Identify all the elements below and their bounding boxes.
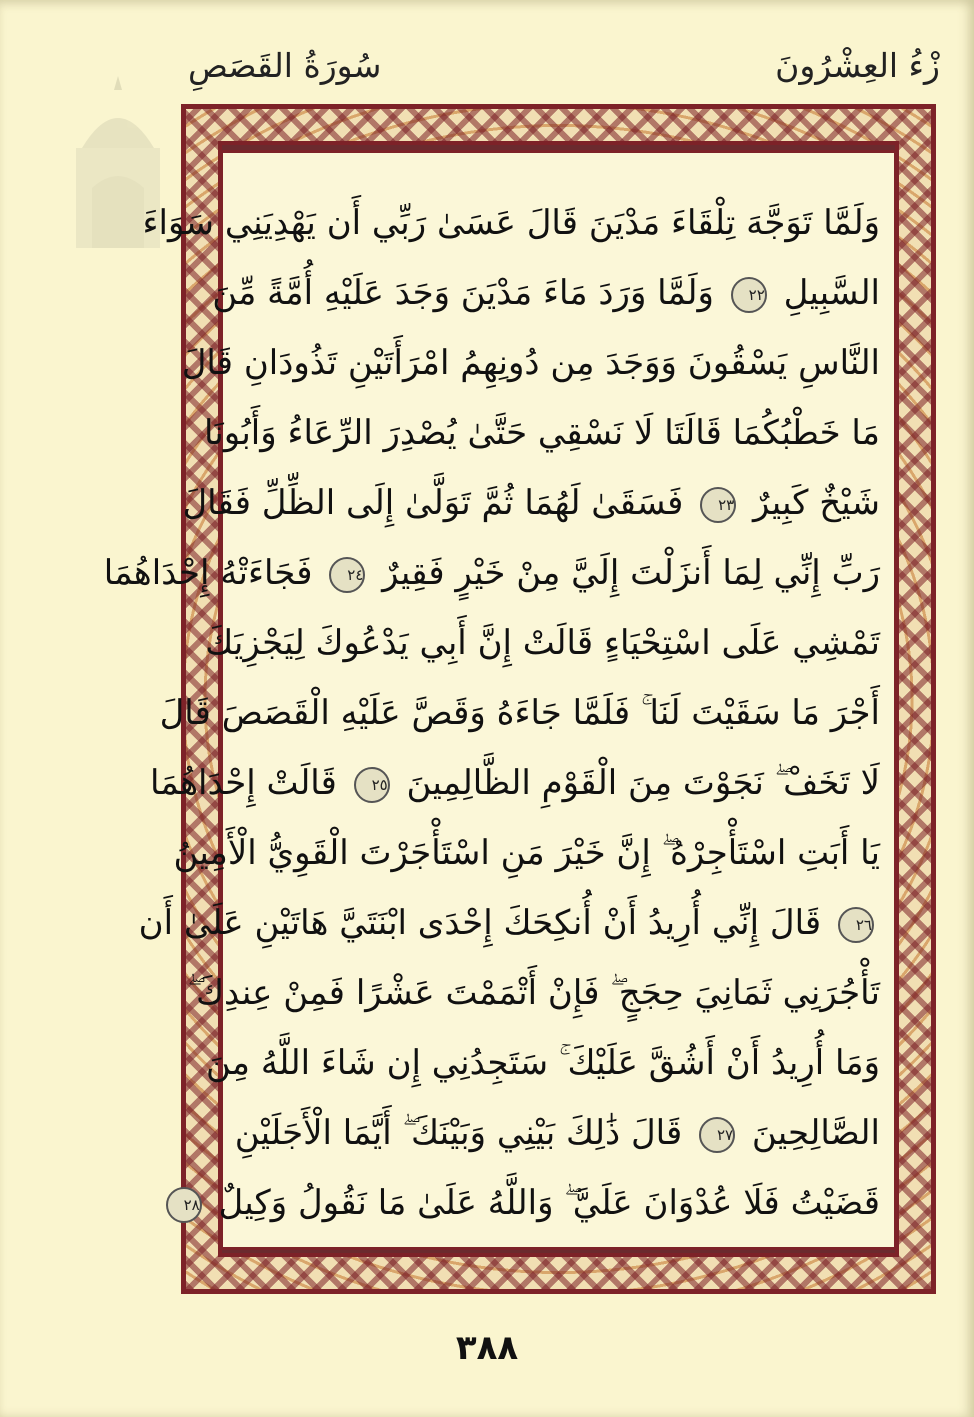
line-text: يَا أَبَتِ اسْتَأْجِرْهُ ۖ إِنَّ خَيْرَ مَنِ اسْتَأْجَرْتَ الْقَوِيُّ الْأَمِينُ [173,833,880,873]
line-text: النَّاسِ يَسْقُونَ وَوَجَدَ مِن دُونِهِمُ امْرَأَتَيْنِ تَذُودَانِ قَالَ [181,343,880,383]
line-text: قَالَ إِنِّي أُرِيدُ أَنْ أُنكِحَكَ إِحْدَى ابْنَتَيَّ هَاتَيْنِ عَلَىٰ أَن [138,903,822,943]
ayah-number-marker: ٢٢ [731,277,767,313]
line-text: فَسَقَىٰ لَهُمَا ثُمَّ تَوَلَّىٰ إِلَى الظِّلِّ فَقَالَ [182,483,684,523]
text-line [234,1093,880,1173]
ayah-number-marker: ٢٧ [699,1117,735,1153]
line-text: مَا خَطْبُكُمَا قَالَتَا لَا نَسْقِي حَتَّىٰ يُصْدِرَ الرِّعَاءُ وَأَبُونَا [203,413,880,453]
line-text: وَلَمَّا وَرَدَ مَاءَ مَدْيَنَ وَجَدَ عَلَيْهِ أُمَّةً مِّنَ [212,273,714,313]
text-line [203,393,880,473]
ayah-number-marker: ٢٥ [354,767,390,803]
line-text: فَجَاءَتْهُ إِحْدَاهُمَا [103,553,313,593]
text-line [183,1163,880,1243]
text-line [182,463,880,543]
text-line [150,743,880,823]
line-text: السَّبِيلِ [783,273,880,313]
text-line [212,253,880,333]
text-line [205,1023,880,1103]
line-text: شَيْخٌ كَبِيرٌ [753,483,880,523]
text-line [138,883,880,963]
text-panel [103,150,897,1250]
ayah-number-marker: ٢٤ [329,557,365,593]
line-text: تَأْجُرَنِي ثَمَانِيَ حِجَجٍ ۖ فَإِنْ أَتْمَمْتَ عَشْرًا فَمِنْ عِندِكَ ۖ [187,973,880,1013]
text-line [159,673,880,753]
ayah-number-marker: ٢٦ [838,907,874,943]
text-line [103,533,880,613]
line-text: وَلَمَّا تَوَجَّهَ تِلْقَاءَ مَدْيَنَ قَالَ عَسَىٰ رَبِّي أَن يَهْدِيَنِي سَوَاءَ [142,203,880,243]
surah-title: سُورَةُ القَصَصِ [188,46,382,85]
line-text: الصَّالِحِينَ [751,1113,880,1153]
line-text: قَالَ ذَٰلِكَ بَيْنِي وَبَيْنَكَ ۖ أَيَّمَا الْأَجَلَيْنِ [234,1113,683,1153]
text-line [142,183,880,263]
text-line [187,953,880,1033]
ayah-number-marker: ٢٨ [166,1187,202,1223]
line-text: قَضَيْتُ فَلَا عُدْوَانَ عَلَيَّ ۖ وَاللَّهُ عَلَىٰ مَا نَقُولُ وَكِيلٌ [218,1183,880,1223]
text-line [205,603,880,683]
ayah-number-marker: ٢٣ [700,487,736,523]
text-line [173,813,880,893]
line-text: قَالَتْ إِحْدَاهُمَا [150,763,337,803]
line-text: وَمَا أُرِيدُ أَنْ أَشُقَّ عَلَيْكَ ۚ سَتَجِدُنِي إِن شَاءَ اللَّهُ مِنَ [205,1043,880,1083]
line-text: تَمْشِي عَلَى اسْتِحْيَاءٍ قَالَتْ إِنَّ أَبِي يَدْعُوكَ لِيَجْزِيَكَ [205,623,880,663]
text-line [181,323,880,403]
juz-title: زْءُ العِشْرُونَ [775,46,940,85]
page-number: ٣٨٨ [455,1328,519,1368]
line-text: لَا تَخَفْ ۖ نَجَوْتَ مِنَ الْقَوْمِ الظَّالِمِينَ [406,763,880,803]
line-text: رَبِّ إِنِّي لِمَا أَنزَلْتَ إِلَيَّ مِنْ خَيْرٍ فَقِيرٌ [382,553,880,593]
line-text: أَجْرَ مَا سَقَيْتَ لَنَا ۚ فَلَمَّا جَاءَهُ وَقَصَّ عَلَيْهِ الْقَصَصَ قَالَ [159,693,880,733]
